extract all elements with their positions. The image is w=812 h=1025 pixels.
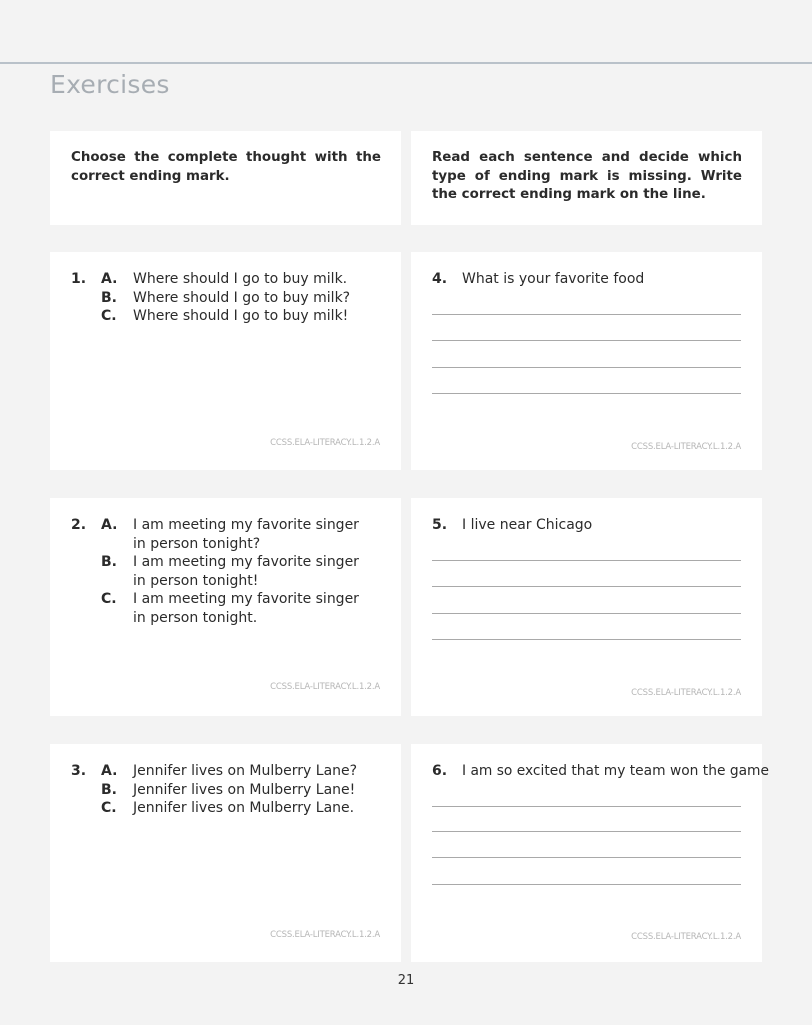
option-b[interactable] [101, 553, 363, 590]
question-number: 3. [71, 763, 87, 779]
option-letter: A. [101, 271, 118, 287]
option-b[interactable] [101, 289, 381, 308]
question-number: 4. [432, 271, 448, 287]
option-text: I am meeting my favorite singer in person tonight? [133, 517, 359, 552]
option-letter: B. [101, 554, 117, 570]
option-letter: B. [101, 289, 117, 306]
answer-line[interactable] [432, 884, 741, 885]
question-3 [71, 762, 381, 818]
question-number: 1. [71, 271, 87, 287]
instruction-text: Read each sentence and decide which type of ending mark is missing. Write the correct ending mark on the line. [432, 150, 742, 202]
standard-code: CCSS.ELA-LITERACY.L.1.2.A [631, 442, 741, 452]
standard-code: CCSS.ELA-LITERACY.L.1.2.A [270, 930, 380, 940]
answer-line[interactable] [432, 340, 741, 341]
answer-line[interactable] [432, 586, 741, 587]
answer-line[interactable] [432, 367, 741, 368]
answer-line[interactable] [432, 314, 741, 315]
option-letter: B. [101, 781, 117, 798]
answer-line[interactable] [432, 639, 741, 640]
answer-line[interactable] [432, 857, 741, 858]
option-text: Where should I go to buy milk? [133, 289, 351, 306]
answer-line[interactable] [432, 393, 741, 394]
answer-line[interactable] [432, 560, 741, 561]
question-1 [71, 270, 381, 326]
question-number: 2. [71, 517, 87, 533]
option-text: Where should I go to buy milk! [133, 308, 349, 324]
instruction-card-right [411, 131, 762, 225]
option-text: Jennifer lives on Mulberry Lane! [133, 781, 356, 798]
option-b[interactable] [101, 781, 381, 800]
standard-code: CCSS.ELA-LITERACY.L.1.2.A [270, 438, 380, 448]
question-text: What is your favorite food [462, 271, 645, 287]
answer-line[interactable] [432, 831, 741, 832]
answer-options [101, 270, 381, 326]
question-card-1 [50, 252, 401, 470]
option-a[interactable] [101, 270, 381, 289]
standard-code: CCSS.ELA-LITERACY.L.1.2.A [631, 932, 741, 942]
standard-code: CCSS.ELA-LITERACY.L.1.2.A [270, 682, 380, 692]
answer-options [101, 762, 381, 818]
question-card-6 [411, 744, 769, 962]
question-number: 5. [432, 517, 448, 533]
option-text: Jennifer lives on Mulberry Lane. [133, 800, 355, 816]
header-divider [0, 62, 812, 64]
question-card-4 [411, 252, 762, 470]
question-text: I am so excited that my team won the game [462, 763, 769, 779]
option-a[interactable] [101, 762, 381, 781]
instruction-text: Choose the complete thought with the correct ending mark. [71, 150, 381, 184]
option-letter: A. [101, 517, 118, 533]
question-card-3 [50, 744, 401, 962]
answer-line[interactable] [432, 613, 741, 614]
question-4 [432, 270, 742, 289]
option-letter: C. [101, 591, 117, 607]
option-c[interactable] [101, 307, 381, 326]
answer-line[interactable] [432, 806, 741, 807]
option-text: Where should I go to buy milk. [133, 271, 348, 287]
answer-options [101, 516, 381, 627]
option-letter: A. [101, 763, 118, 779]
option-letter: C. [101, 308, 117, 324]
question-card-5 [411, 498, 762, 716]
option-text: I am meeting my favorite singer in person tonight! [133, 554, 359, 589]
option-c[interactable] [101, 590, 363, 627]
option-c[interactable] [101, 799, 381, 818]
question-number: 6. [432, 763, 448, 779]
instruction-card-left [50, 131, 401, 225]
option-text: Jennifer lives on Mulberry Lane? [133, 763, 358, 779]
page-number: 21 [397, 973, 415, 988]
option-text: I am meeting my favorite singer in person tonight. [133, 591, 359, 626]
option-letter: C. [101, 800, 117, 816]
section-title: Exercises [50, 70, 170, 99]
question-6 [432, 762, 769, 781]
question-card-2 [50, 498, 401, 716]
question-5 [432, 516, 742, 535]
option-a[interactable] [101, 516, 363, 553]
question-2 [71, 516, 381, 627]
standard-code: CCSS.ELA-LITERACY.L.1.2.A [631, 688, 741, 698]
question-text: I live near Chicago [462, 517, 593, 533]
